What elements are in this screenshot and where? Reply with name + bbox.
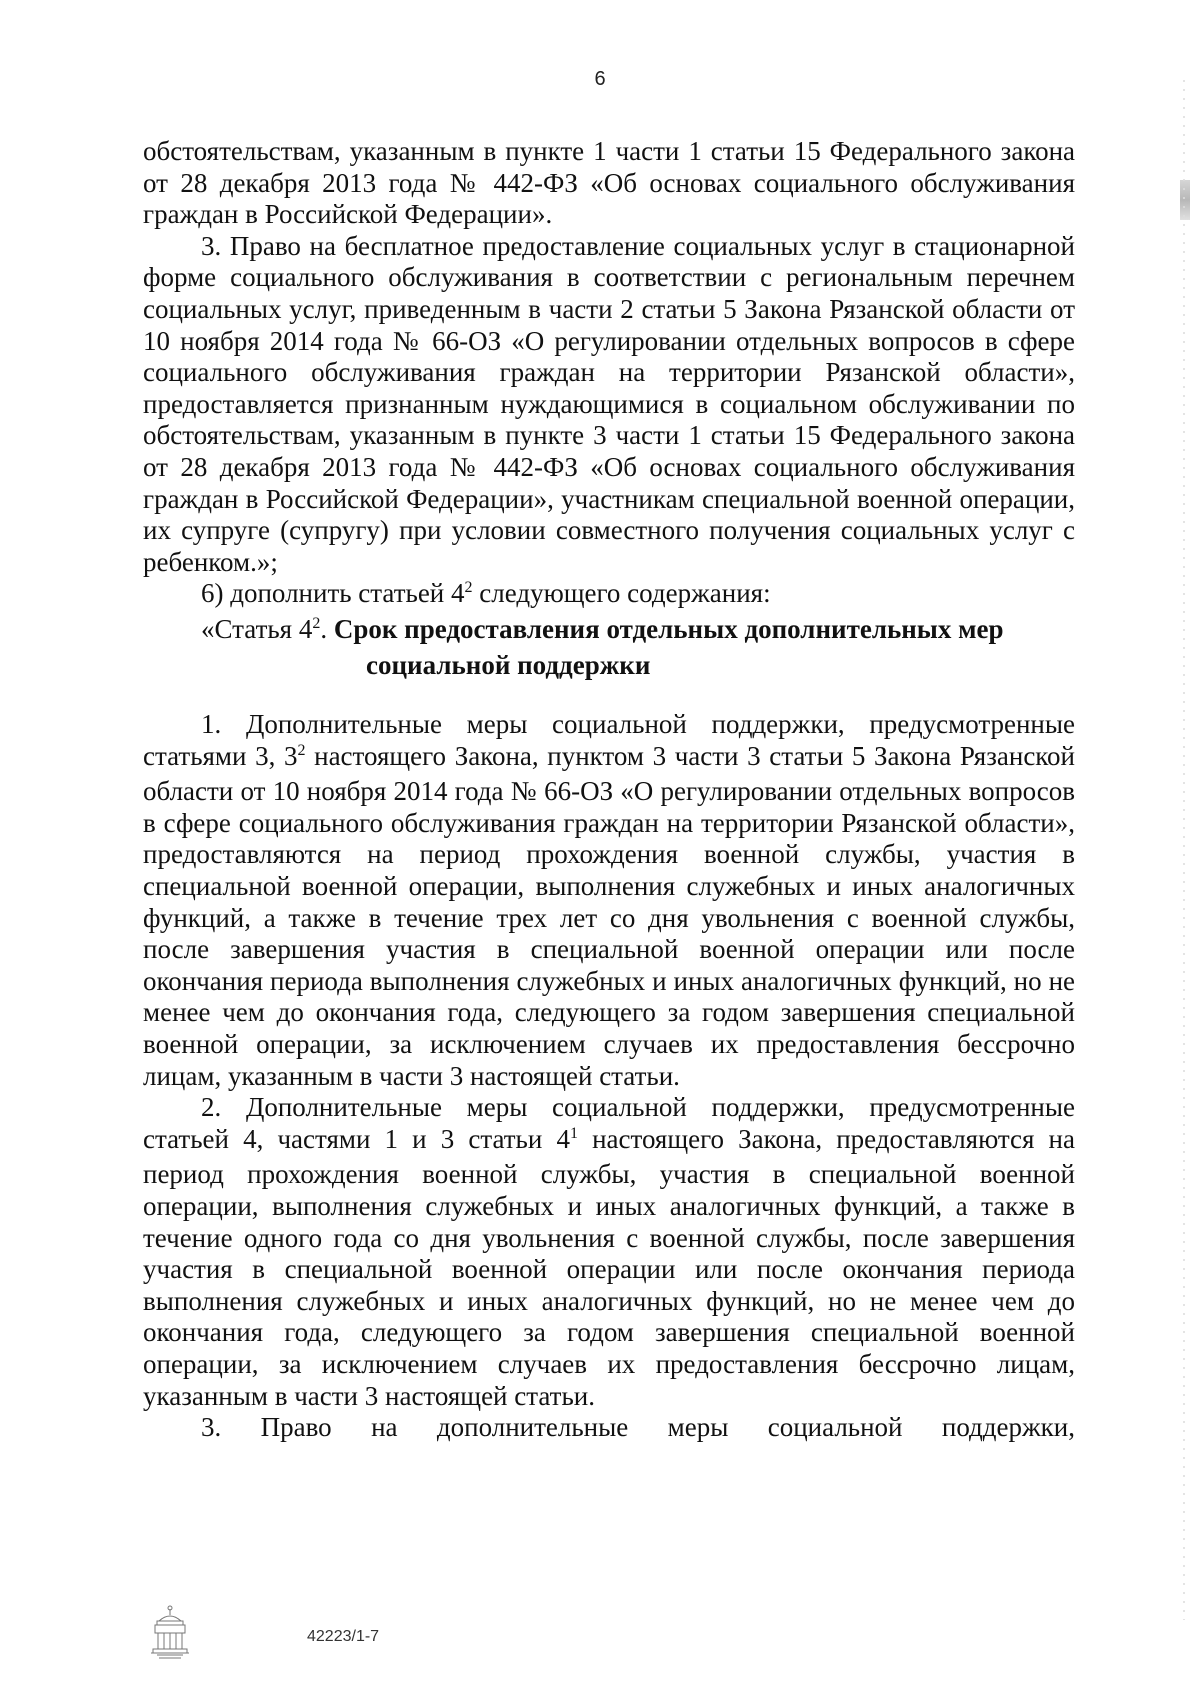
page-number: 6: [594, 68, 606, 90]
part-1-text: 1. Дополнительные меры социальной поддержки, предусмотренные статьями 3, 3: [143, 709, 1075, 771]
scan-edge-mark: [1180, 180, 1190, 220]
paragraph-part-1: [143, 709, 1075, 1092]
paragraph-item-3: 3. Право на бесплатное предоставление социальных услуг в стационарной форме социального обслуживания в соответствии с региональным перечнем социальных услуг, приведенным в части 2 статьи 5 Закона Рязанской области от 10 ноября 2014 года № 66-ОЗ «О регулировании отдельных вопросов в сфере социального обслуживания граждан на территории Рязанской области», предоставляется признанным нуждающимися в социальном обслуживании по обстоятельствам, указанным в пункте 3 части 1 статьи 15 Федерального закона от 28 декабря 2013 года № 442-ФЗ «Об основах социального обслуживания граждан в Российской Федерации», участникам специальной военной операции, их супруге (супругу) при условии совместного получения социальных услуг с ребенком.»;: [143, 230, 1075, 577]
document-code: 42223/1-7: [307, 1628, 380, 1645]
part-2-text: 2. Дополнительные меры социальной поддержки, предусмотренные статьей 4, частями 1 и 3 статьи 4: [143, 1092, 1075, 1154]
paragraph-part-2: [143, 1092, 1075, 1412]
part-2-text-end: настоящего Закона, предоставляются на период прохождения военной службы, участия в специальной военной операции, выполнения служебных и иных аналогичных функций, а также в течение одного года со дня увольнения с военной службы, после завершения участия в специальной военной операции или после окончания периода выполнения служебных и иных аналогичных функций, но не менее чем до окончания года, следующего за годом завершения специальной военной операции, за исключением случаев их предоставления бессрочно лицам, указанным в части 3 настоящей статьи.: [143, 1123, 1075, 1411]
paragraph-continuation: обстоятельствам, указанным в пункте 1 части 1 статьи 15 Федерального закона от 28 декабря 2013 года № 442-ФЗ «Об основах социального обслуживания граждан в Российской Федерации».: [143, 136, 1075, 230]
scan-edge-dots: [1183, 80, 1185, 1620]
part-1-text-end: настоящего Закона, пунктом 3 части 3 статьи 5 Закона Рязанской области от 10 ноября 2014 года № 66-ОЗ «О регулировании отдельных вопросов в сфере социального обслуживания граждан на территории Рязанской области», предоставляются на период прохождения военной службы, участия в специальной военной операции, выполнения служебных и иных аналогичных функций, а также в течение трех лет со дня увольнения с военной службы, после завершения участия в специальной военной операции или после окончания периода выполнения служебных и иных аналогичных функций, но не менее чем до окончания года, следующего за годом завершения специальной военной операции, за исключением случаев их предоставления бессрочно лицам, указанным в части 3 настоящей статьи.: [143, 740, 1075, 1091]
document-body: [143, 136, 1075, 1444]
amendment-text: 6) дополнить статьей 4: [201, 578, 465, 609]
article-label: «Статья 4: [201, 613, 313, 644]
article-dot: .: [320, 613, 334, 644]
superscript: 2: [464, 579, 473, 597]
paragraph-part-3: 3. Право на дополнительные меры социальной поддержки,: [201, 1412, 1075, 1443]
article-title-line-1: Срок предоставления отдельных дополнительных мер: [333, 613, 1004, 644]
paragraph-amendment-6: [143, 578, 1075, 614]
superscript: 1: [569, 1124, 578, 1142]
article-title-line-2: социальной поддержки: [366, 649, 651, 680]
amendment-text-end: следующего содержания:: [472, 578, 771, 609]
coat-of-arms-icon: [145, 1605, 195, 1661]
superscript: 2: [312, 614, 321, 632]
superscript: 2: [297, 741, 306, 759]
article-heading: [143, 614, 1075, 681]
